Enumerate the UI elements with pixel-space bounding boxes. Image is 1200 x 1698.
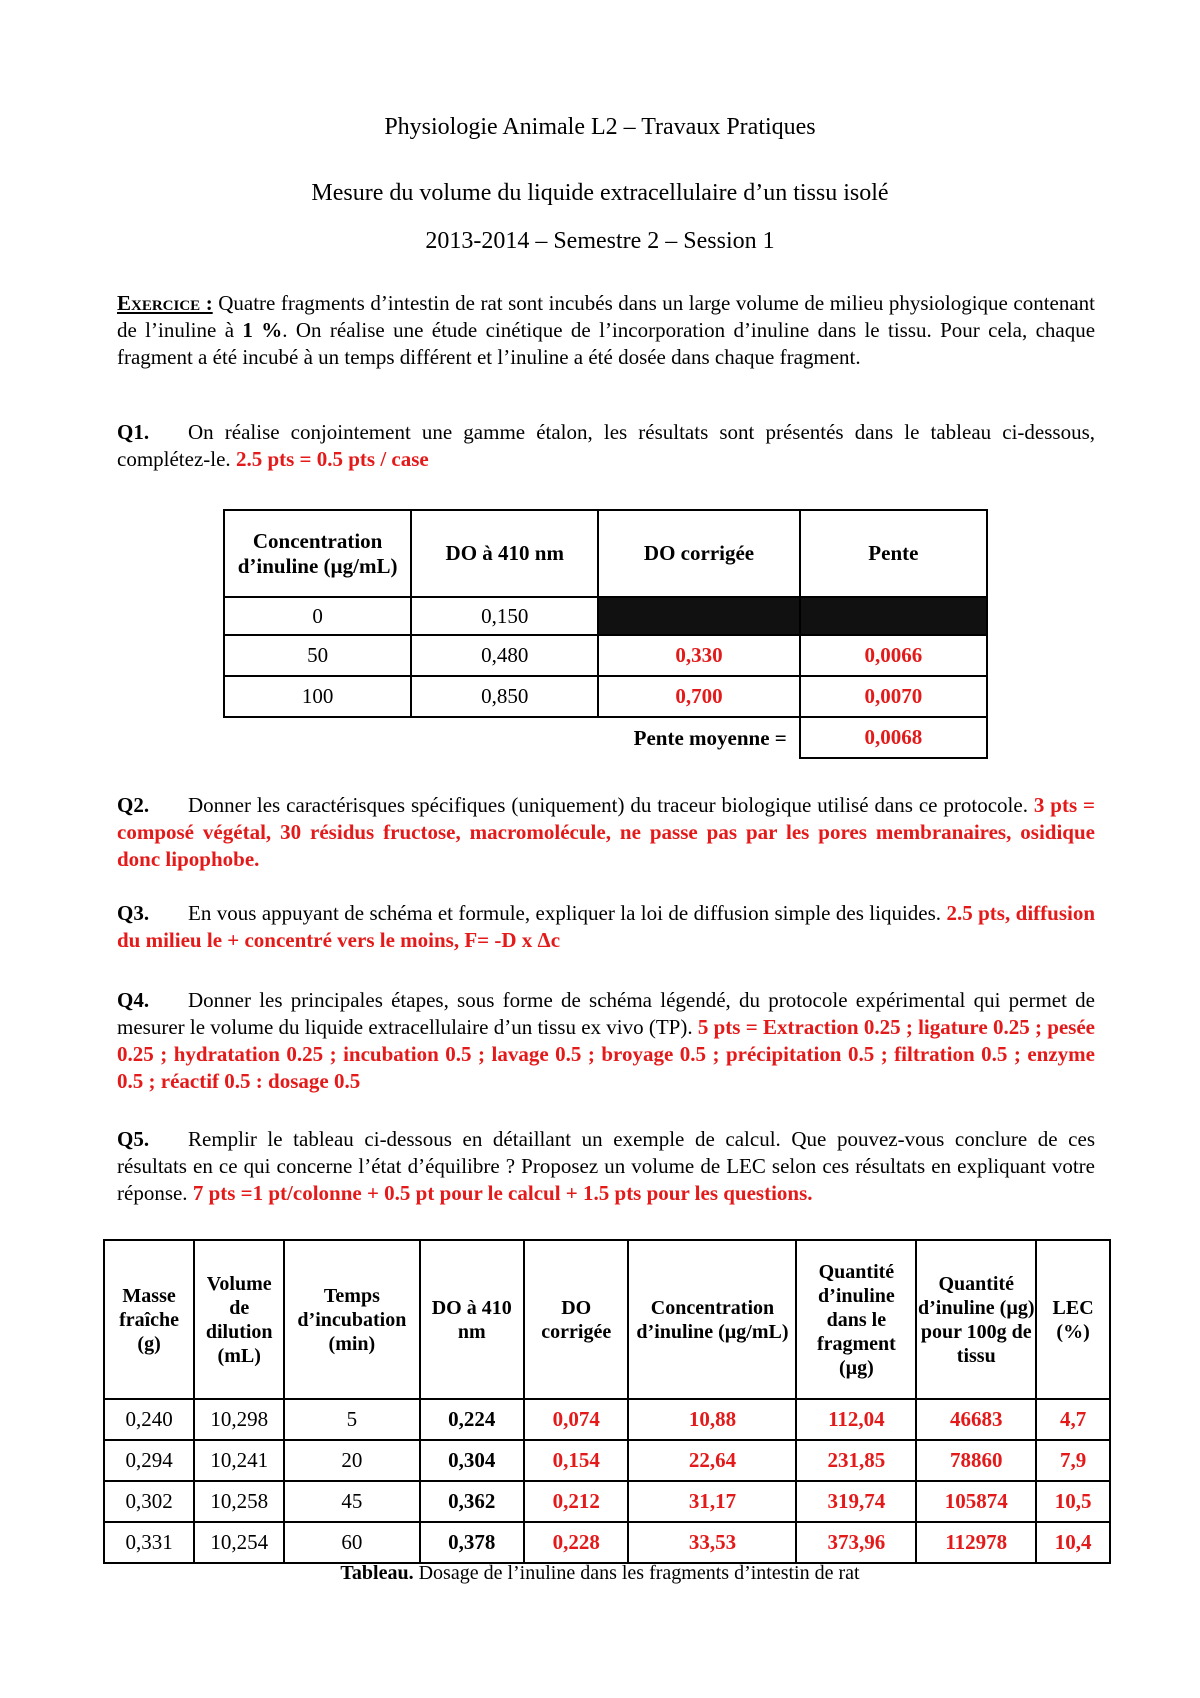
table2-answer-cell: 373,96 bbox=[796, 1522, 916, 1563]
mean-slope-value: 0,0068 bbox=[800, 717, 987, 758]
table2-cell: 45 bbox=[284, 1481, 419, 1522]
table2-answer-cell: 0,074 bbox=[524, 1399, 628, 1440]
table2-cell: 10,258 bbox=[194, 1481, 284, 1522]
table2-answer-cell: 22,64 bbox=[628, 1440, 796, 1481]
q4-answer: 5 pts = Extraction 0.25 ; ligature 0.25 ; pesée 0.25 ; hydratation 0.25 ; incubation 0.5 ; lavage 0.5 ; broyage 0.5 ; précipitation 0.5 ; filtration 0.5 ; enzyme 0.5 ; réactif 0.5 : dosage 0.5 bbox=[117, 1015, 1096, 1093]
table2-answer-cell: 0,212 bbox=[524, 1481, 628, 1522]
table1-cell: 0,150 bbox=[411, 597, 598, 635]
table1-cell: 100 bbox=[224, 676, 411, 717]
table1-answer-cell: 0,330 bbox=[598, 635, 799, 676]
table1-spacer bbox=[224, 717, 411, 758]
table2-answer-cell: 112978 bbox=[916, 1522, 1036, 1563]
caption-text: Dosage de l’inuline dans les fragments d’intestin de rat bbox=[418, 1562, 860, 1584]
table2-cell: 0,331 bbox=[104, 1522, 194, 1563]
table2-answer-cell: 46683 bbox=[916, 1399, 1036, 1440]
q2-text: Donner les caractérisques spécifiques (uniquement) du traceur biologique utilisé dans ce protocole. bbox=[188, 793, 1028, 817]
table2-answer-cell: 231,85 bbox=[796, 1440, 916, 1481]
table1-header-do-corrigee: DO corrigée bbox=[598, 510, 799, 597]
table2-cell: 0,378 bbox=[420, 1522, 524, 1563]
course-title: Physiologie Animale L2 – Travaux Pratiques bbox=[384, 114, 816, 140]
table-row bbox=[104, 1399, 1110, 1440]
table2-answer-cell: 105874 bbox=[916, 1481, 1036, 1522]
table2-cell: 10,254 bbox=[194, 1522, 284, 1563]
table2-cell: 10,298 bbox=[194, 1399, 284, 1440]
table1-answer-cell: 0,0070 bbox=[800, 676, 987, 717]
q3-paragraph bbox=[117, 900, 1095, 954]
table2-answer-cell: 33,53 bbox=[628, 1522, 796, 1563]
q3-answer: 2.5 pts, diffusion du milieu le + concentré vers le moins, F= -D x Δc bbox=[117, 901, 1096, 952]
table-row bbox=[224, 676, 987, 717]
q2-paragraph bbox=[117, 792, 1095, 873]
table-row bbox=[104, 1440, 1110, 1481]
q4-label: Q4. bbox=[117, 988, 150, 1012]
table2-answer-cell: 0,154 bbox=[524, 1440, 628, 1481]
table2-header: Masse fraîche (g) bbox=[104, 1240, 194, 1399]
table-row bbox=[224, 597, 987, 635]
table1-header-concentration: Concentration d’inuline (µg/mL) bbox=[224, 510, 411, 597]
table1-header-pente: Pente bbox=[800, 510, 987, 597]
table1-cell: 0,850 bbox=[411, 676, 598, 717]
exercise-bold-value: 1 % bbox=[242, 318, 283, 342]
table2-cell: 0,362 bbox=[420, 1481, 524, 1522]
standard-curve-table bbox=[223, 509, 988, 759]
q1-label: Q1. bbox=[117, 420, 150, 444]
results-table bbox=[103, 1239, 1111, 1564]
session-line: 2013-2014 – Semestre 2 – Session 1 bbox=[425, 228, 775, 254]
mean-slope-label: Pente moyenne = bbox=[633, 725, 787, 750]
q5-answer: 7 pts =1 pt/colonne + 0.5 pt pour le calcul + 1.5 pts pour les questions. bbox=[192, 1181, 813, 1205]
table2-header: Concentration d’inuline (µg/mL) bbox=[628, 1240, 796, 1399]
table2-cell: 0,304 bbox=[420, 1440, 524, 1481]
table2-header: Temps d’incubation (min) bbox=[284, 1240, 419, 1399]
table2-answer-cell: 10,88 bbox=[628, 1399, 796, 1440]
q3-label: Q3. bbox=[117, 901, 150, 925]
q3-text: En vous appuyant de schéma et formule, expliquer la loi de diffusion simple des liquides. bbox=[188, 901, 942, 925]
q1-text: On réalise conjointement une gamme étalon, les résultats sont présentés dans le tableau ci-dessous, complétez-le. bbox=[117, 420, 1095, 471]
q4-text: Donner les principales étapes, sous forme de schéma légendé, du protocole expérimental qui permet de mesurer le volume du liquide extracellulaire d’un tissu ex vivo (TP). bbox=[117, 988, 1095, 1039]
table2-cell: 5 bbox=[284, 1399, 419, 1440]
exercise-text-after: . On réalise une étude cinétique de l’incorporation d’inuline dans le tissu. Pour cela, chaque fragment a été incubé à un temps différent et l’inuline a été dosée dans chaque fragment. bbox=[117, 318, 1096, 369]
q2-answer: 3 pts = composé végétal, 30 résidus fructose, macromolécule, ne passe pas par les pores membranaires, osidique donc lipophobe. bbox=[117, 793, 1096, 871]
table2-cell: 0,294 bbox=[104, 1440, 194, 1481]
exercise-label: Exercice : bbox=[117, 291, 213, 315]
table1-blank-cell bbox=[800, 597, 987, 635]
table-row bbox=[224, 635, 987, 676]
table2-cell: 0,224 bbox=[420, 1399, 524, 1440]
table2-answer-cell: 31,17 bbox=[628, 1481, 796, 1522]
caption-label: Tableau. bbox=[340, 1562, 414, 1584]
table2-cell: 10,241 bbox=[194, 1440, 284, 1481]
table2-answer-cell: 319,74 bbox=[796, 1481, 916, 1522]
q5-text: Remplir le tableau ci-dessous en détaillant un exemple de calcul. Que pouvez-vous conclure de ces résultats en ce qui concerne l’état d’équilibre ? Proposez un volume de LEC selon ces résultats en expliquant votre réponse. bbox=[117, 1127, 1095, 1205]
table1-header-do: DO à 410 nm bbox=[411, 510, 598, 597]
table2-header: LEC (%) bbox=[1036, 1240, 1110, 1399]
table1-answer-cell: 0,0066 bbox=[800, 635, 987, 676]
table2-answer-cell: 112,04 bbox=[796, 1399, 916, 1440]
table2-cell: 0,240 bbox=[104, 1399, 194, 1440]
exercise-paragraph bbox=[117, 290, 1095, 371]
table2-cell: 20 bbox=[284, 1440, 419, 1481]
document-title: Mesure du volume du liquide extracellulaire d’un tissu isolé bbox=[311, 180, 889, 206]
table-row bbox=[104, 1522, 1110, 1563]
table2-header: Quantité d’inuline dans le fragment (µg) bbox=[796, 1240, 916, 1399]
table2-answer-cell: 10,4 bbox=[1036, 1522, 1110, 1563]
table1-spacer bbox=[411, 717, 598, 758]
table1-blank-cell bbox=[598, 597, 799, 635]
q1-paragraph bbox=[117, 419, 1095, 473]
table2-header: Volume de dilution (mL) bbox=[194, 1240, 284, 1399]
table1-cell: 0 bbox=[224, 597, 411, 635]
table-row bbox=[104, 1481, 1110, 1522]
table2-answer-cell: 78860 bbox=[916, 1440, 1036, 1481]
table2-header: Quantité d’inuline (µg) pour 100g de tissu bbox=[916, 1240, 1036, 1399]
q2-label: Q2. bbox=[117, 793, 150, 817]
q5-label: Q5. bbox=[117, 1127, 150, 1151]
table1-cell: 50 bbox=[224, 635, 411, 676]
q4-paragraph bbox=[117, 987, 1095, 1095]
table2-answer-cell: 7,9 bbox=[1036, 1440, 1110, 1481]
q5-paragraph bbox=[117, 1126, 1095, 1207]
table2-cell: 60 bbox=[284, 1522, 419, 1563]
table2-answer-cell: 0,228 bbox=[524, 1522, 628, 1563]
q1-points: 2.5 pts = 0.5 pts / case bbox=[235, 447, 429, 471]
table2-header: DO à 410 nm bbox=[420, 1240, 524, 1399]
table1-answer-cell: 0,700 bbox=[598, 676, 799, 717]
table2-answer-cell: 10,5 bbox=[1036, 1481, 1110, 1522]
exercise-text-before: Quatre fragments d’intestin de rat sont incubés dans un large volume de milieu physiologique contenant de l’inuline à bbox=[117, 291, 1096, 342]
table2-answer-cell: 4,7 bbox=[1036, 1399, 1110, 1440]
table2-cell: 0,302 bbox=[104, 1481, 194, 1522]
table2-header: DO corrigée bbox=[524, 1240, 628, 1399]
table1-cell: 0,480 bbox=[411, 635, 598, 676]
table-caption bbox=[0, 1562, 1200, 1585]
